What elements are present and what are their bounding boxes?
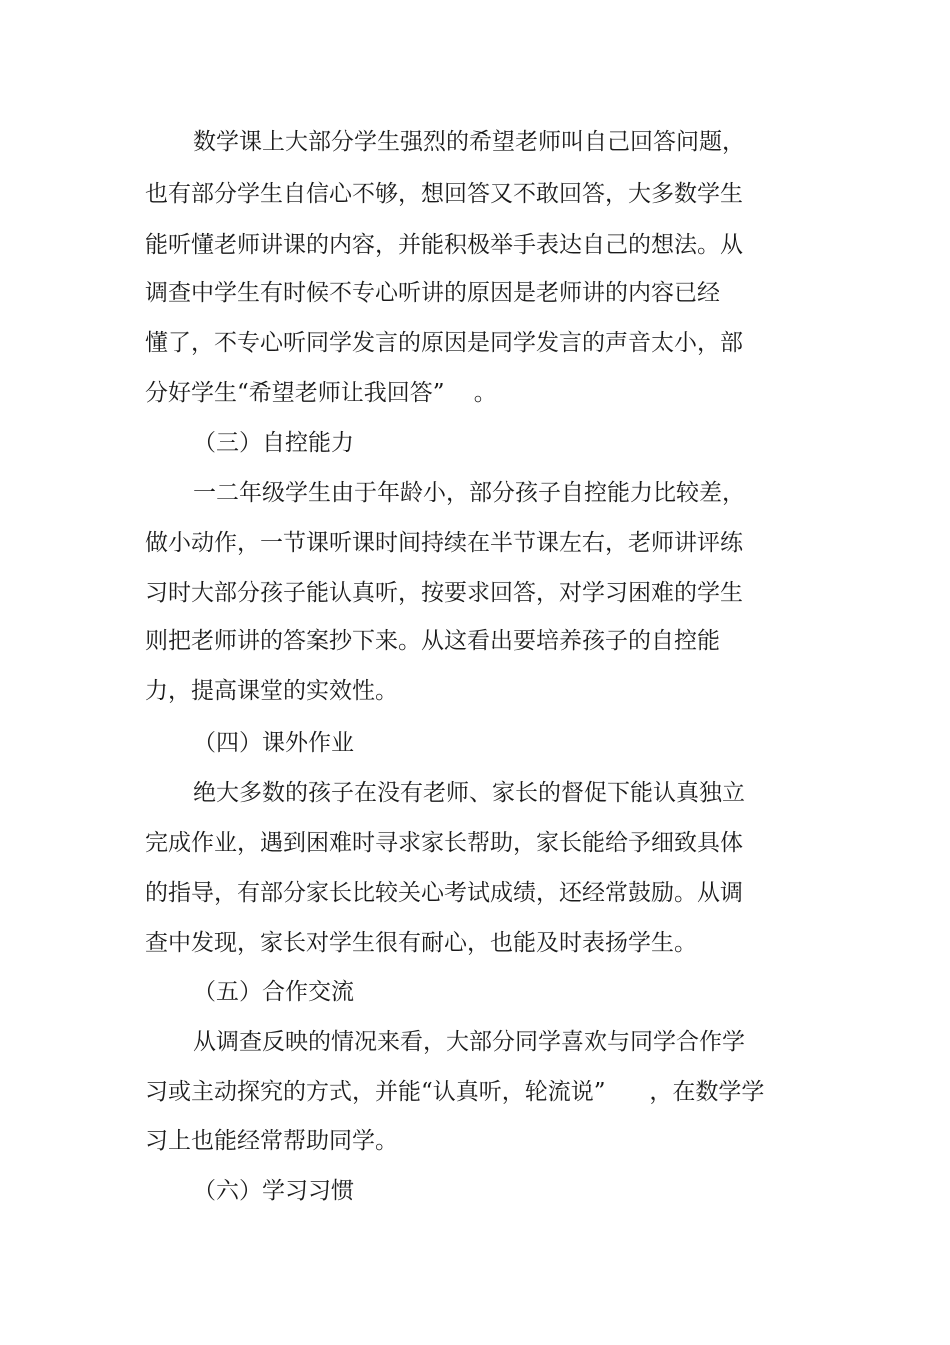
paragraph-line: 分好学生“希望老师让我回答” 。 <box>145 380 497 406</box>
section-heading: （四）课外作业 <box>193 730 354 756</box>
paragraph-line: 习或主动探究的方式，并能“认真听，轮流说” ，在数学学 <box>145 1079 765 1105</box>
paragraph-line: 习时大部分孩子能认真听，按要求回答，对学习困难的学生 <box>145 580 743 606</box>
paragraph-line: 查中发现，家长对学生很有耐心，也能及时表扬学生。 <box>145 930 697 956</box>
paragraph-line: 习上也能经常帮助同学。 <box>145 1128 398 1154</box>
paragraph-line: 一二年级学生由于年龄小，部分孩子自控能力比较差， <box>193 480 745 506</box>
paragraph-line: 力，提高课堂的实效性。 <box>145 678 398 704</box>
paragraph-line: 能听懂老师讲课的内容，并能积极举手表达自己的想法。从 <box>145 232 743 258</box>
paragraph-line: 做小动作，一节课听课时间持续在半节课左右，老师讲评练 <box>145 530 743 556</box>
section-heading: （三）自控能力 <box>193 430 354 456</box>
paragraph-line: 也有部分学生自信心不够，想回答又不敢回答，大多数学生 <box>145 181 743 207</box>
paragraph-line: 完成作业，遇到困难时寻求家长帮助，家长能给予细致具体 <box>145 830 743 856</box>
paragraph-line: 调查中学生有时候不专心听讲的原因是老师讲的内容已经 <box>145 280 720 306</box>
section-heading: （六）学习习惯 <box>193 1178 354 1204</box>
paragraph-line: 数学课上大部分学生强烈的希望老师叫自己回答问题， <box>193 129 745 155</box>
paragraph-line: 从调查反映的情况来看，大部分同学喜欢与同学合作学 <box>193 1029 745 1055</box>
paragraph-line: 懂了，不专心听同学发言的原因是同学发言的声音太小，部 <box>145 330 743 356</box>
paragraph-line: 的指导，有部分家长比较关心考试成绩，还经常鼓励。从调 <box>145 880 743 906</box>
paragraph-line: 绝大多数的孩子在没有老师、家长的督促下能认真独立 <box>193 780 745 806</box>
paragraph-line: 则把老师讲的答案抄下来。从这看出要培养孩子的自控能 <box>145 628 720 654</box>
section-heading: （五）合作交流 <box>193 979 354 1005</box>
